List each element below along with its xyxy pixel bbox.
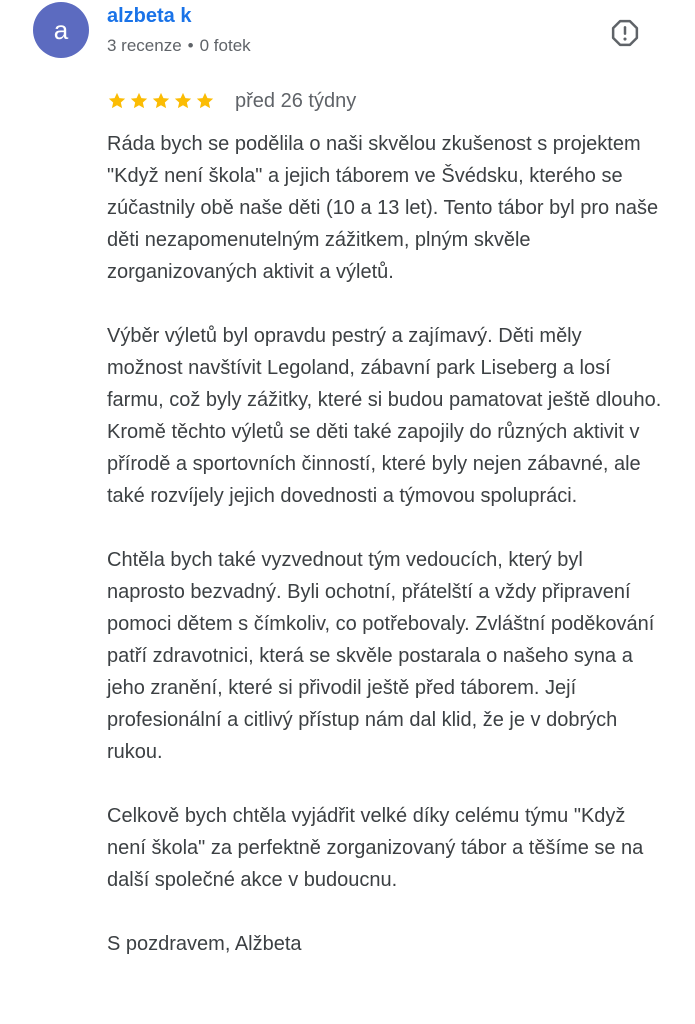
star-icon [129,91,149,111]
star-icon [173,91,193,111]
avatar-letter: a [53,14,69,45]
review-paragraph: Celkově bych chtěla vyjádřit velké díky celému týmu "Když není škola" za perfektně zorganizovaný tábor a těšíme se na další společné akce v budoucnu. [107,805,644,891]
review-paragraph: Výběr výletů byl opravdu pestrý a zajímavý. Děti měly možnost navštívit Legoland, zábavní park Liseberg a losí farmu, což byly zážitky, které si budou pamatovat ještě dlouho. Kromě těchto výletů se děti také zapojily do různých aktivit v přírodě a sportovních činností, které byly nejen zábavné, ale také rozvíjely jejich dovednosti a týmovou spolupráci. [107,325,662,507]
review-paragraph: Ráda bych se podělila o naši skvělou zkušenost s projektem "Když není škola" a jejich táborem ve Švédsku, kterého se zúčastnily obě naše děti (10 a 13 let). Tento tábor byl pro naše děti nezapomenutelným zážitkem, plným skvěle zorganizovaných aktivit a výletů. [107,133,659,283]
star-icon [151,91,171,111]
star-icon [195,91,215,111]
review-date: před 26 týdny [235,90,357,112]
review-paragraph: Chtěla bych také vyzvednout tým vedoucích, který byl naprosto bezvadný. Byli ochotní, přátelští a vždy připravení pomoci dětem s čímkoliv, co potřebovaly. Zvláštní poděkování patří zdravotnici, která se skvěle postarala o našeho syna a jeho zranění, které si přivodil ještě před táborem. Její profesionální a citlivý přístup nám dal klid, že je v dobrých rukou. [107,549,655,763]
review-count: 3 recenze [107,36,182,55]
photo-count: 0 fotek [199,36,251,55]
star-icon [107,91,127,111]
author-name[interactable]: alzbeta k [107,5,192,27]
avatar[interactable] [33,2,89,58]
star-rating [107,91,215,111]
review-text [107,128,662,960]
report-button[interactable] [606,16,644,54]
review-signature: S pozdravem, Alžbeta [107,933,302,955]
meta-separator: • [187,36,194,55]
author-meta [107,35,251,57]
report-icon [610,18,640,53]
rating-row [107,87,356,115]
